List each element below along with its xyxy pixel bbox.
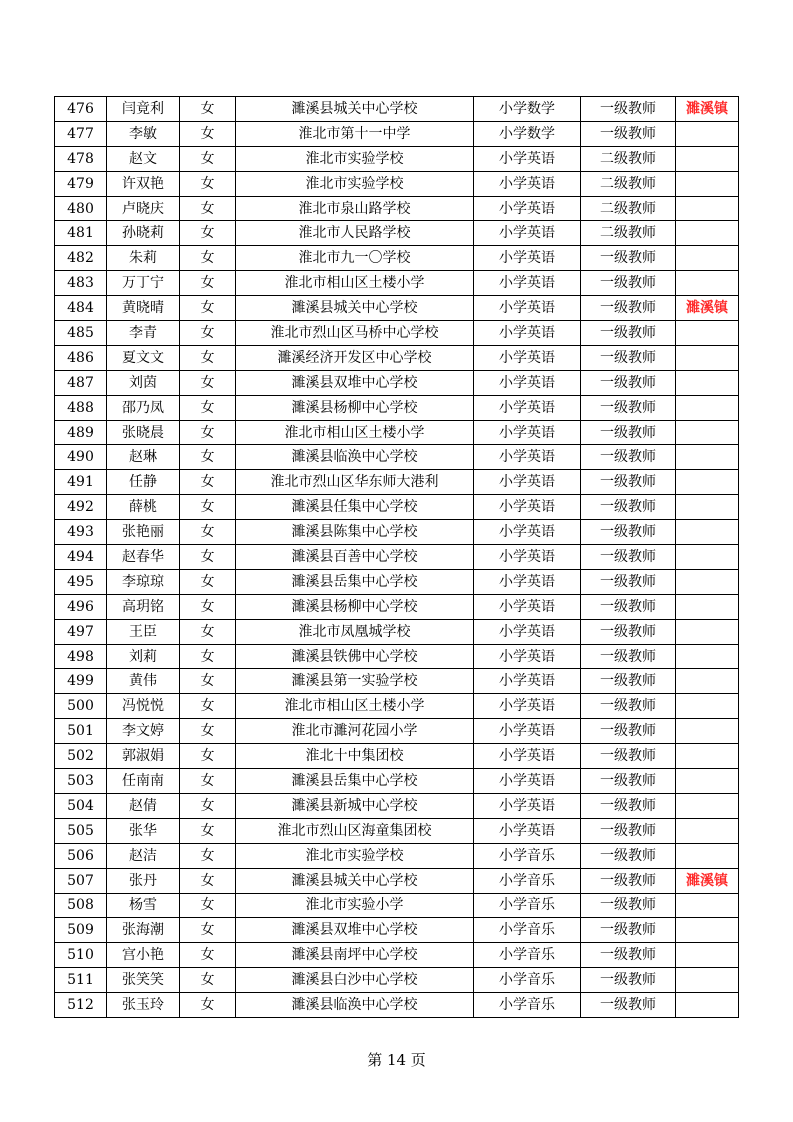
note-cell [676, 495, 739, 520]
row-number-cell: 502 [55, 744, 107, 769]
row-number-cell: 491 [55, 470, 107, 495]
row-number-cell: 499 [55, 669, 107, 694]
table-row [55, 121, 739, 146]
note-cell [676, 569, 739, 594]
gender-cell: 女 [180, 868, 236, 893]
note-cell [676, 345, 739, 370]
row-number-cell: 492 [55, 495, 107, 520]
subject-cell: 小学英语 [474, 520, 581, 545]
name-cell: 李琼琼 [107, 569, 180, 594]
school-cell: 淮北市烈山区海童集团校 [236, 818, 474, 843]
name-cell: 李敏 [107, 121, 180, 146]
name-cell: 刘莉 [107, 644, 180, 669]
gender-cell: 女 [180, 445, 236, 470]
title-cell: 二级教师 [581, 221, 676, 246]
gender-cell: 女 [180, 694, 236, 719]
row-number-cell: 505 [55, 818, 107, 843]
note-cell [676, 818, 739, 843]
gender-cell: 女 [180, 669, 236, 694]
title-cell: 一级教师 [581, 594, 676, 619]
school-cell: 濉溪经济开发区中心学校 [236, 345, 474, 370]
note-cell: 濉溪镇 [676, 97, 739, 122]
title-cell: 一级教师 [581, 619, 676, 644]
gender-cell: 女 [180, 843, 236, 868]
subject-cell: 小学音乐 [474, 843, 581, 868]
table-row [55, 520, 739, 545]
table-row [55, 694, 739, 719]
name-cell: 黄晓晴 [107, 296, 180, 321]
title-cell: 一级教师 [581, 694, 676, 719]
school-cell: 濉溪县临涣中心学校 [236, 993, 474, 1018]
subject-cell: 小学英语 [474, 594, 581, 619]
note-cell [676, 993, 739, 1018]
table-row [55, 619, 739, 644]
gender-cell: 女 [180, 744, 236, 769]
table-row [55, 744, 739, 769]
table-row [55, 495, 739, 520]
row-number-cell: 482 [55, 246, 107, 271]
subject-cell: 小学英语 [474, 296, 581, 321]
name-cell: 孙晓莉 [107, 221, 180, 246]
note-cell [676, 694, 739, 719]
subject-cell: 小学英语 [474, 470, 581, 495]
table-row [55, 545, 739, 570]
note-cell [676, 769, 739, 794]
table-row [55, 370, 739, 395]
gender-cell: 女 [180, 470, 236, 495]
name-cell: 赵文 [107, 146, 180, 171]
row-number-cell: 501 [55, 719, 107, 744]
table-row [55, 246, 739, 271]
title-cell: 一级教师 [581, 669, 676, 694]
note-cell [676, 395, 739, 420]
table-row [55, 893, 739, 918]
row-number-cell: 500 [55, 694, 107, 719]
title-cell: 一级教师 [581, 545, 676, 570]
name-cell: 杨雪 [107, 893, 180, 918]
title-cell: 一级教师 [581, 968, 676, 993]
row-number-cell: 493 [55, 520, 107, 545]
title-cell: 一级教师 [581, 296, 676, 321]
name-cell: 张玉玲 [107, 993, 180, 1018]
gender-cell: 女 [180, 644, 236, 669]
subject-cell: 小学英语 [474, 321, 581, 346]
row-number-cell: 506 [55, 843, 107, 868]
table-row [55, 793, 739, 818]
title-cell: 二级教师 [581, 171, 676, 196]
row-number-cell: 504 [55, 793, 107, 818]
table-row [55, 669, 739, 694]
note-cell [676, 619, 739, 644]
subject-cell: 小学英语 [474, 146, 581, 171]
gender-cell: 女 [180, 818, 236, 843]
subject-cell: 小学英语 [474, 694, 581, 719]
subject-cell: 小学英语 [474, 545, 581, 570]
note-cell [676, 644, 739, 669]
name-cell: 张丹 [107, 868, 180, 893]
title-cell: 一级教师 [581, 520, 676, 545]
school-cell: 濉溪县任集中心学校 [236, 495, 474, 520]
title-cell: 一级教师 [581, 345, 676, 370]
subject-cell: 小学英语 [474, 370, 581, 395]
name-cell: 邵乃凤 [107, 395, 180, 420]
school-cell: 濉溪县城关中心学校 [236, 97, 474, 122]
row-number-cell: 479 [55, 171, 107, 196]
school-cell: 濉溪县陈集中心学校 [236, 520, 474, 545]
subject-cell: 小学音乐 [474, 993, 581, 1018]
table-row [55, 345, 739, 370]
name-cell: 赵琳 [107, 445, 180, 470]
note-cell [676, 968, 739, 993]
school-cell: 淮北市烈山区华东师大港利 [236, 470, 474, 495]
subject-cell: 小学英语 [474, 345, 581, 370]
gender-cell: 女 [180, 993, 236, 1018]
name-cell: 朱莉 [107, 246, 180, 271]
title-cell: 一级教师 [581, 793, 676, 818]
school-cell: 濉溪县杨柳中心学校 [236, 594, 474, 619]
note-cell [676, 470, 739, 495]
subject-cell: 小学音乐 [474, 968, 581, 993]
table-row [55, 196, 739, 221]
name-cell: 张华 [107, 818, 180, 843]
title-cell: 一级教师 [581, 495, 676, 520]
name-cell: 李文婷 [107, 719, 180, 744]
title-cell: 一级教师 [581, 470, 676, 495]
school-cell: 淮北市九一〇学校 [236, 246, 474, 271]
subject-cell: 小学音乐 [474, 868, 581, 893]
teacher-table [54, 96, 739, 1018]
row-number-cell: 507 [55, 868, 107, 893]
note-cell [676, 171, 739, 196]
school-cell: 淮北十中集团校 [236, 744, 474, 769]
subject-cell: 小学数学 [474, 97, 581, 122]
school-cell: 濉溪县新城中心学校 [236, 793, 474, 818]
gender-cell: 女 [180, 594, 236, 619]
row-number-cell: 508 [55, 893, 107, 918]
table-row [55, 968, 739, 993]
school-cell: 濉溪县百善中心学校 [236, 545, 474, 570]
table-row [55, 321, 739, 346]
row-number-cell: 495 [55, 569, 107, 594]
note-cell [676, 793, 739, 818]
title-cell: 一级教师 [581, 97, 676, 122]
subject-cell: 小学英语 [474, 495, 581, 520]
school-cell: 淮北市实验学校 [236, 171, 474, 196]
school-cell: 淮北市相山区土楼小学 [236, 694, 474, 719]
row-number-cell: 503 [55, 769, 107, 794]
table-row [55, 843, 739, 868]
note-cell: 濉溪镇 [676, 296, 739, 321]
school-cell: 淮北市濉河花园小学 [236, 719, 474, 744]
note-cell [676, 545, 739, 570]
name-cell: 许双艳 [107, 171, 180, 196]
note-cell [676, 246, 739, 271]
table-row [55, 594, 739, 619]
subject-cell: 小学英语 [474, 171, 581, 196]
gender-cell: 女 [180, 370, 236, 395]
title-cell: 一级教师 [581, 719, 676, 744]
subject-cell: 小学英语 [474, 271, 581, 296]
subject-cell: 小学音乐 [474, 893, 581, 918]
school-cell: 濉溪县第一实验学校 [236, 669, 474, 694]
table-row [55, 97, 739, 122]
school-cell: 濉溪县白沙中心学校 [236, 968, 474, 993]
note-cell [676, 843, 739, 868]
gender-cell: 女 [180, 545, 236, 570]
name-cell: 万丁宁 [107, 271, 180, 296]
school-cell: 濉溪县铁佛中心学校 [236, 644, 474, 669]
subject-cell: 小学音乐 [474, 943, 581, 968]
note-cell [676, 445, 739, 470]
title-cell: 一级教师 [581, 246, 676, 271]
title-cell: 一级教师 [581, 644, 676, 669]
gender-cell: 女 [180, 569, 236, 594]
gender-cell: 女 [180, 395, 236, 420]
gender-cell: 女 [180, 97, 236, 122]
name-cell: 王臣 [107, 619, 180, 644]
row-number-cell: 484 [55, 296, 107, 321]
subject-cell: 小学英语 [474, 196, 581, 221]
gender-cell: 女 [180, 171, 236, 196]
table-row [55, 445, 739, 470]
title-cell: 一级教师 [581, 445, 676, 470]
subject-cell: 小学英语 [474, 395, 581, 420]
note-cell [676, 321, 739, 346]
row-number-cell: 483 [55, 271, 107, 296]
subject-cell: 小学英语 [474, 769, 581, 794]
row-number-cell: 490 [55, 445, 107, 470]
title-cell: 二级教师 [581, 196, 676, 221]
row-number-cell: 511 [55, 968, 107, 993]
gender-cell: 女 [180, 121, 236, 146]
name-cell: 刘茵 [107, 370, 180, 395]
row-number-cell: 486 [55, 345, 107, 370]
school-cell: 濉溪县城关中心学校 [236, 296, 474, 321]
row-number-cell: 481 [55, 221, 107, 246]
row-number-cell: 480 [55, 196, 107, 221]
row-number-cell: 487 [55, 370, 107, 395]
name-cell: 张艳丽 [107, 520, 180, 545]
row-number-cell: 509 [55, 918, 107, 943]
note-cell [676, 370, 739, 395]
row-number-cell: 497 [55, 619, 107, 644]
gender-cell: 女 [180, 420, 236, 445]
table-row [55, 918, 739, 943]
subject-cell: 小学英语 [474, 246, 581, 271]
school-cell: 淮北市第十一中学 [236, 121, 474, 146]
table-row [55, 420, 739, 445]
subject-cell: 小学英语 [474, 569, 581, 594]
table-row [55, 171, 739, 196]
title-cell: 一级教师 [581, 121, 676, 146]
title-cell: 一级教师 [581, 769, 676, 794]
title-cell: 一级教师 [581, 744, 676, 769]
note-cell [676, 271, 739, 296]
title-cell: 一级教师 [581, 843, 676, 868]
title-cell: 一级教师 [581, 271, 676, 296]
school-cell: 濉溪县岳集中心学校 [236, 569, 474, 594]
gender-cell: 女 [180, 793, 236, 818]
gender-cell: 女 [180, 495, 236, 520]
school-cell: 濉溪县临涣中心学校 [236, 445, 474, 470]
title-cell: 一级教师 [581, 893, 676, 918]
table-row [55, 296, 739, 321]
table-row [55, 569, 739, 594]
subject-cell: 小学英语 [474, 793, 581, 818]
row-number-cell: 498 [55, 644, 107, 669]
row-number-cell: 496 [55, 594, 107, 619]
note-cell [676, 520, 739, 545]
school-cell: 濉溪县杨柳中心学校 [236, 395, 474, 420]
gender-cell: 女 [180, 719, 236, 744]
gender-cell: 女 [180, 196, 236, 221]
name-cell: 闫竟利 [107, 97, 180, 122]
row-number-cell: 488 [55, 395, 107, 420]
school-cell: 淮北市相山区土楼小学 [236, 420, 474, 445]
row-number-cell: 478 [55, 146, 107, 171]
gender-cell: 女 [180, 321, 236, 346]
name-cell: 张晓晨 [107, 420, 180, 445]
gender-cell: 女 [180, 893, 236, 918]
gender-cell: 女 [180, 968, 236, 993]
subject-cell: 小学英语 [474, 221, 581, 246]
subject-cell: 小学英语 [474, 744, 581, 769]
name-cell: 李青 [107, 321, 180, 346]
table-body [55, 97, 739, 1018]
name-cell: 赵春华 [107, 545, 180, 570]
title-cell: 一级教师 [581, 818, 676, 843]
school-cell: 淮北市实验学校 [236, 843, 474, 868]
note-cell [676, 943, 739, 968]
gender-cell: 女 [180, 221, 236, 246]
table-row [55, 993, 739, 1018]
title-cell: 一级教师 [581, 868, 676, 893]
note-cell: 濉溪镇 [676, 868, 739, 893]
table-row [55, 769, 739, 794]
title-cell: 一级教师 [581, 993, 676, 1018]
subject-cell: 小学英语 [474, 619, 581, 644]
note-cell [676, 221, 739, 246]
subject-cell: 小学英语 [474, 644, 581, 669]
name-cell: 夏文文 [107, 345, 180, 370]
subject-cell: 小学英语 [474, 719, 581, 744]
name-cell: 郭淑娟 [107, 744, 180, 769]
page-number: 第 14 页 [367, 1051, 426, 1069]
school-cell: 濉溪县南坪中心学校 [236, 943, 474, 968]
gender-cell: 女 [180, 520, 236, 545]
gender-cell: 女 [180, 943, 236, 968]
note-cell [676, 121, 739, 146]
school-cell: 濉溪县城关中心学校 [236, 868, 474, 893]
note-cell [676, 594, 739, 619]
name-cell: 张海潮 [107, 918, 180, 943]
table-row [55, 395, 739, 420]
title-cell: 一级教师 [581, 943, 676, 968]
name-cell: 高玥铭 [107, 594, 180, 619]
school-cell: 淮北市凤凰城学校 [236, 619, 474, 644]
note-cell [676, 420, 739, 445]
subject-cell: 小学英语 [474, 818, 581, 843]
note-cell [676, 669, 739, 694]
row-number-cell: 512 [55, 993, 107, 1018]
subject-cell: 小学音乐 [474, 918, 581, 943]
table-row [55, 644, 739, 669]
name-cell: 张笑笑 [107, 968, 180, 993]
gender-cell: 女 [180, 918, 236, 943]
school-cell: 淮北市相山区土楼小学 [236, 271, 474, 296]
row-number-cell: 476 [55, 97, 107, 122]
name-cell: 宫小艳 [107, 943, 180, 968]
row-number-cell: 477 [55, 121, 107, 146]
row-number-cell: 485 [55, 321, 107, 346]
table-row [55, 146, 739, 171]
school-cell: 淮北市人民路学校 [236, 221, 474, 246]
row-number-cell: 489 [55, 420, 107, 445]
school-cell: 淮北市泉山路学校 [236, 196, 474, 221]
gender-cell: 女 [180, 769, 236, 794]
name-cell: 薛桃 [107, 495, 180, 520]
name-cell: 赵倩 [107, 793, 180, 818]
row-number-cell: 510 [55, 943, 107, 968]
table-row [55, 818, 739, 843]
row-number-cell: 494 [55, 545, 107, 570]
table-row [55, 271, 739, 296]
name-cell: 任静 [107, 470, 180, 495]
note-cell [676, 146, 739, 171]
school-cell: 濉溪县双堆中心学校 [236, 918, 474, 943]
note-cell [676, 893, 739, 918]
note-cell [676, 918, 739, 943]
title-cell: 一级教师 [581, 321, 676, 346]
name-cell: 卢晓庆 [107, 196, 180, 221]
name-cell: 任南南 [107, 769, 180, 794]
school-cell: 淮北市烈山区马桥中心学校 [236, 321, 474, 346]
subject-cell: 小学英语 [474, 669, 581, 694]
gender-cell: 女 [180, 246, 236, 271]
table-row [55, 943, 739, 968]
gender-cell: 女 [180, 345, 236, 370]
school-cell: 濉溪县岳集中心学校 [236, 769, 474, 794]
title-cell: 一级教师 [581, 918, 676, 943]
school-cell: 淮北市实验小学 [236, 893, 474, 918]
gender-cell: 女 [180, 146, 236, 171]
gender-cell: 女 [180, 271, 236, 296]
table-row [55, 221, 739, 246]
gender-cell: 女 [180, 619, 236, 644]
title-cell: 一级教师 [581, 420, 676, 445]
school-cell: 濉溪县双堆中心学校 [236, 370, 474, 395]
name-cell: 冯悦悦 [107, 694, 180, 719]
note-cell [676, 744, 739, 769]
name-cell: 赵洁 [107, 843, 180, 868]
title-cell: 一级教师 [581, 569, 676, 594]
note-cell [676, 196, 739, 221]
table-row [55, 719, 739, 744]
subject-cell: 小学数学 [474, 121, 581, 146]
subject-cell: 小学英语 [474, 445, 581, 470]
school-cell: 淮北市实验学校 [236, 146, 474, 171]
title-cell: 一级教师 [581, 395, 676, 420]
table-row [55, 868, 739, 893]
title-cell: 二级教师 [581, 146, 676, 171]
subject-cell: 小学英语 [474, 420, 581, 445]
gender-cell: 女 [180, 296, 236, 321]
note-cell [676, 719, 739, 744]
name-cell: 黄伟 [107, 669, 180, 694]
title-cell: 一级教师 [581, 370, 676, 395]
table-row [55, 470, 739, 495]
